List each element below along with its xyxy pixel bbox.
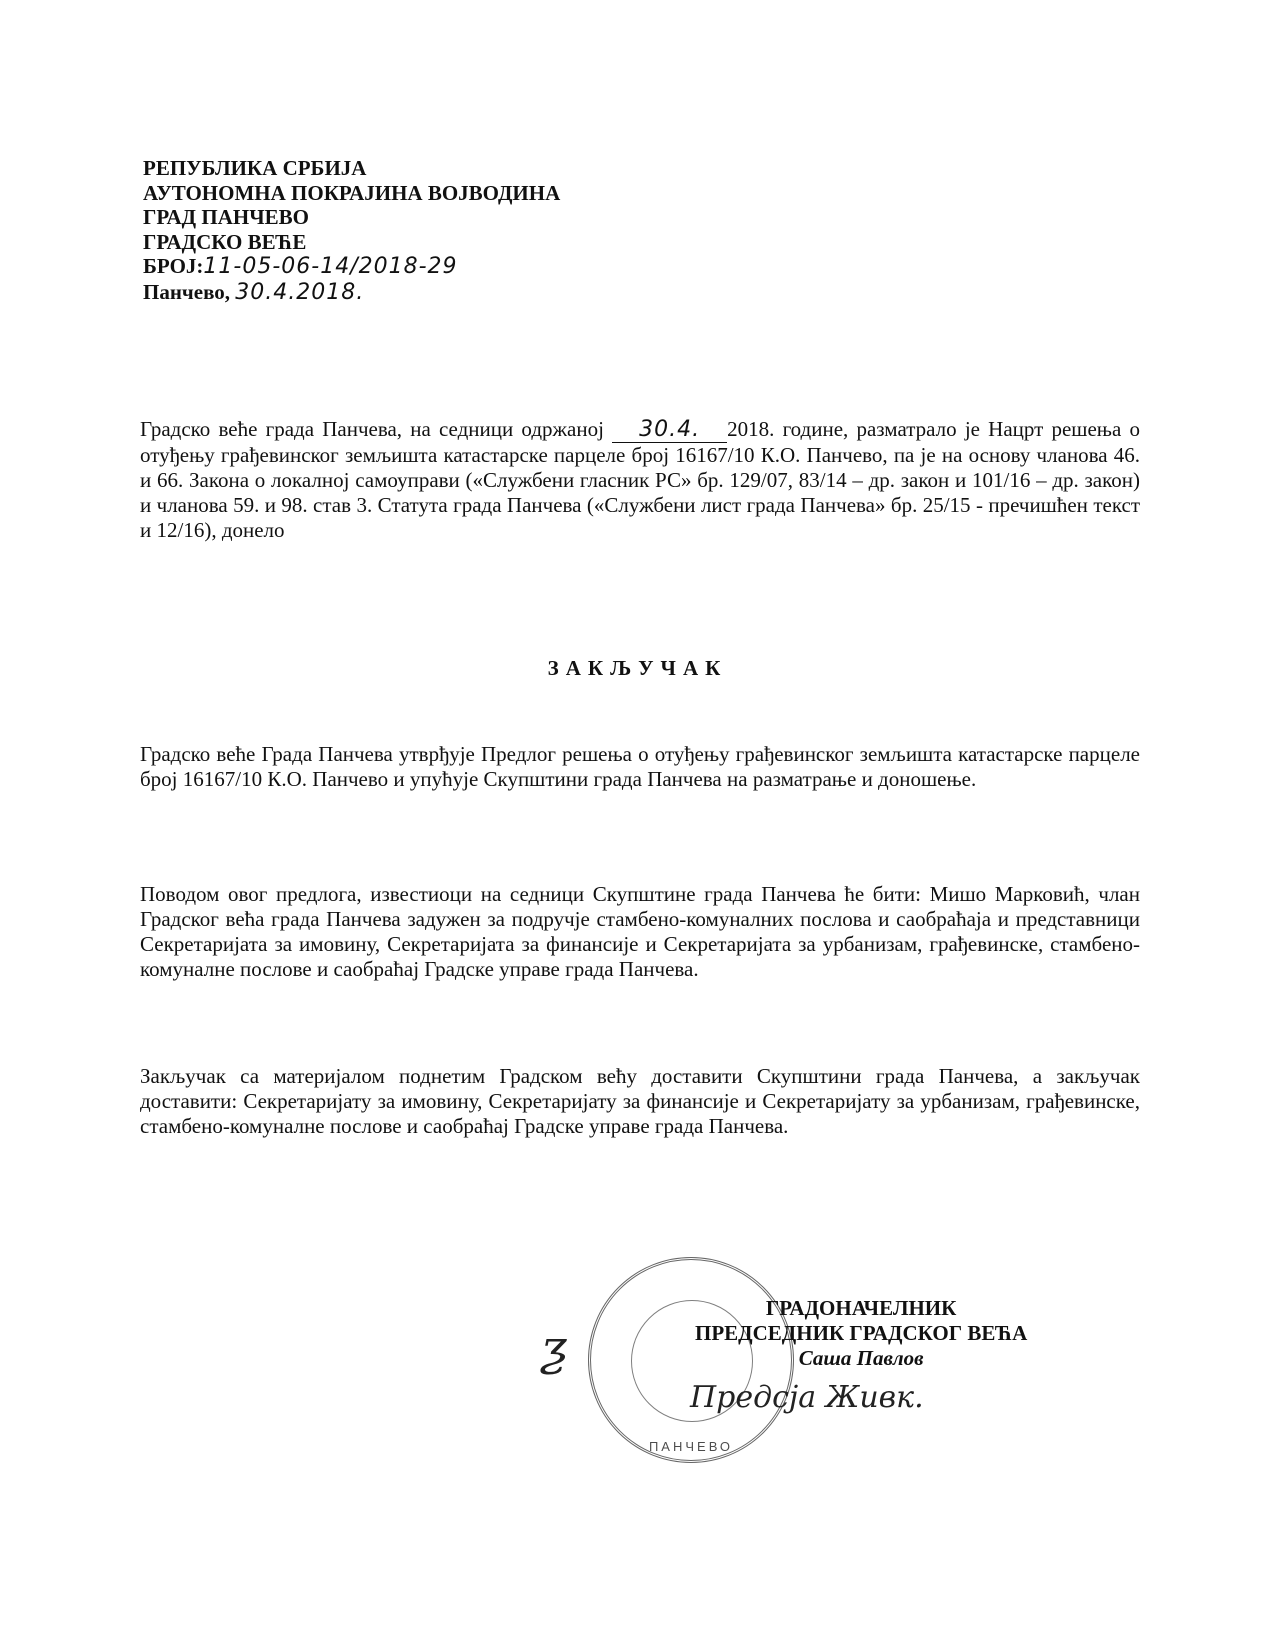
intro-text-after: 2018. године, разматрало је Нацрт решења о отуђењу грађевинског земљишта катастарске парцеле број 16167/10 К.О. Панчево, па је на основу чланова 46. и 66. Закона о локалној самоуправи («Службени гласник РС» бр. 129/07, 83/14 – др. закон и 101/16 – др. закон) и чланова 59. и 98. став 3. Статута града Панчева («Службени лист града Панчева» бр. 25/15 - пречишћен текст и 12/16), донело — [140, 417, 1140, 542]
document-header — [143, 156, 560, 305]
document-title: ЗАКЉУЧАК — [547, 656, 728, 680]
signatory-name: Саша Павлов — [798, 1346, 924, 1370]
paragraph-2: Градско веће Града Панчева утврђује Предлог решења о отуђењу грађевинског земљишта катастарске парцеле број 16167/10 К.О. Панчево и упућује Скупштини града Панчева на разматрање и доношење. — [140, 742, 1140, 791]
date-value: 30.4.2018. — [235, 279, 365, 305]
initials-signature-mark: ƺ — [540, 1320, 568, 1376]
document-place-date — [143, 280, 560, 306]
signature-title-1: ГРАДОНАЧЕЛНИК — [765, 1296, 957, 1320]
header-line: АУТОНОМНА ПОКРАЈИНА ВОЈВОДИНА — [143, 180, 561, 205]
header-line: ГРАДСКО ВЕЋЕ — [143, 229, 307, 254]
number-value: 11-05-06-14/2018-29 — [203, 254, 458, 279]
signature-title-2: ПРЕДСЕДНИК ГРАДСКОГ ВЕЋА — [695, 1321, 1028, 1345]
number-label: БРОЈ: — [143, 254, 204, 278]
stamp-text: ПАНЧЕВО — [648, 1439, 734, 1454]
intro-text-before: Градско веће града Панчева, на седници одржаној — [140, 417, 604, 441]
document-number — [143, 254, 560, 280]
header-line: РЕПУБЛИКА СРБИЈА — [143, 156, 367, 180]
paragraph-4: Закључак са материјалом поднетим Градском већу доставити Скупштини града Панчева, а закључак доставити: Секретаријату за имовину, Секретаријату за финансије и Секретаријату за урбанизам, грађевинске, стамбено-комуналне послове и саобраћај Градске управе града Панчева. — [140, 1064, 1140, 1138]
header-line: ГРАД ПАНЧЕВО — [143, 205, 309, 229]
session-date: 30.4. — [612, 417, 727, 443]
paragraph-3: Поводом овог предлога, известиоци на седници Скупштине града Панчева ће бити: Мишо Марковић, члан Градског већа града Панчева задужен за подручје стамбено-комуналних послова и саобраћаја и представници Секретаријата за имовину, Секретаријата за финансије и Секретаријата за урбанизам, грађевинске, стамбено-комуналне послове и саобраћај Градске управе града Панчева. — [140, 882, 1140, 981]
place-label: Панчево, — [143, 279, 231, 304]
intro-paragraph — [140, 417, 1140, 543]
handwritten-signature: Предсја Живк. — [690, 1380, 924, 1415]
signature-block — [695, 1296, 1027, 1371]
